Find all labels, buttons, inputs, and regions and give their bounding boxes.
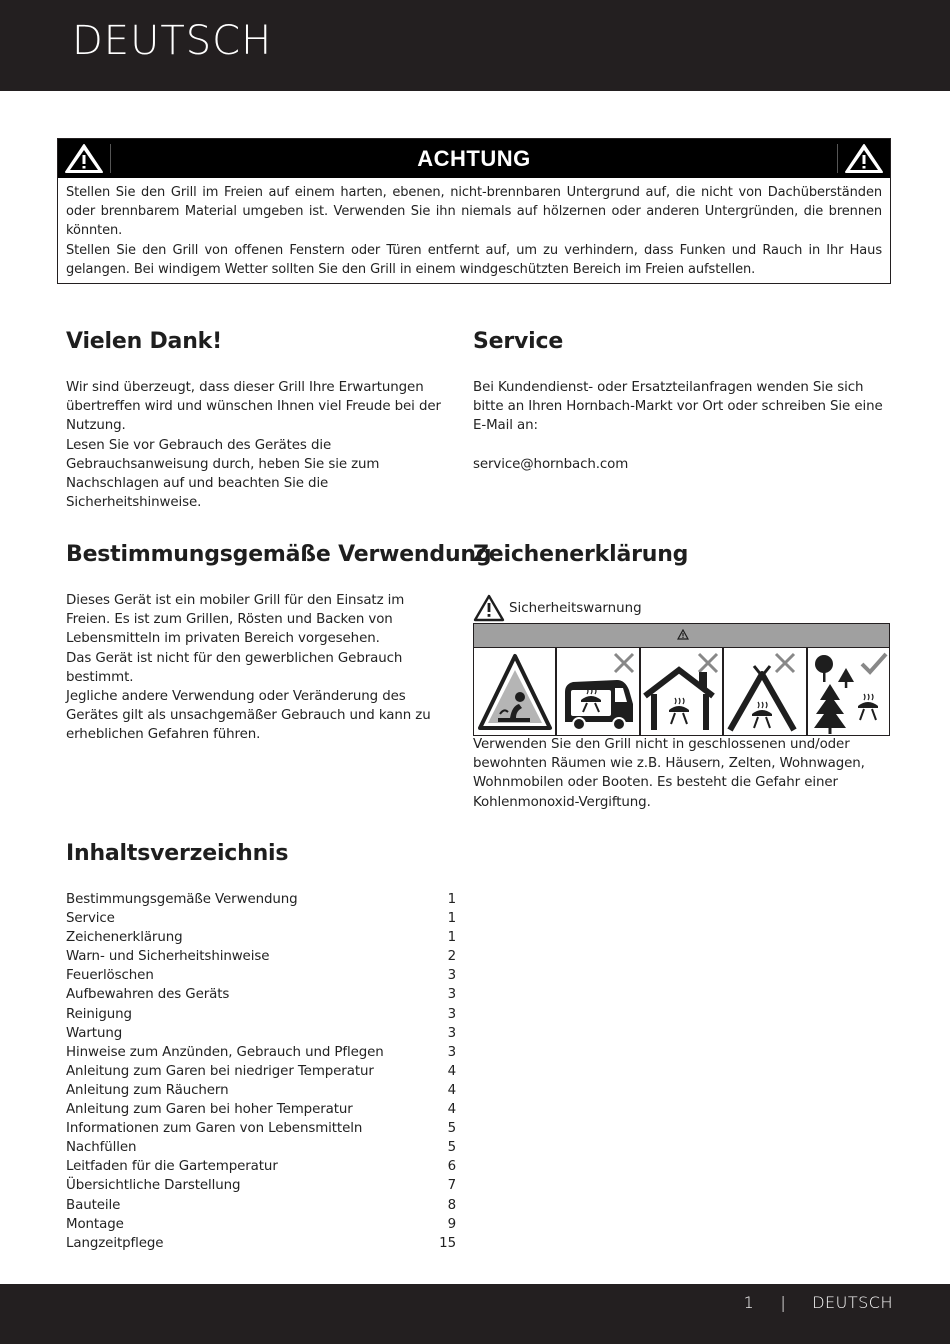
toc-label: Langzeitpflege [66,1235,164,1251]
toc-label: Leitfaden für die Gartemperatur [66,1159,278,1175]
usage-heading: Bestimmungsgemäße Verwendung [66,542,492,567]
toc-label: Montage [66,1216,124,1232]
toc-label: Übersichtliche Darstellung [66,1178,241,1194]
pictogram-co-poisoning [474,648,557,736]
toc-page: 3 [447,1044,456,1060]
toc-label: Informationen zum Garen von Lebensmitteln [66,1121,363,1137]
toc-row[interactable] [66,1234,456,1253]
footer-language: DEUTSCH [812,1293,893,1312]
warning-box [57,138,891,284]
pictogram-strip [473,623,890,736]
toc-row[interactable] [66,1024,456,1043]
footer-page-number: 1 [743,1293,755,1312]
co-poisoning-icon [474,648,557,736]
footer-separator: | [780,1293,787,1312]
toc-page: 1 [447,930,456,946]
toc-page: 3 [447,987,456,1003]
toc-page: 3 [447,1025,456,1041]
toc-page: 9 [447,1216,456,1232]
toc-page: 3 [447,1006,456,1022]
service-paragraph: Bei Kundendienst- oder Ersatzteilanfragen wenden Sie sich bitte an Ihren Hornbach-Markt vor Ort oder schreiben Sie eine E-Mail an: [473,380,883,434]
usage-text [66,591,450,745]
toc-page: 4 [447,1082,456,1098]
pictogram-no-tent [724,648,807,736]
toc-label: Service [66,911,115,927]
warning-text [58,178,890,279]
toc-label: Anleitung zum Räuchern [66,1082,229,1098]
toc-row[interactable] [66,1100,456,1119]
toc-row[interactable] [66,1119,456,1138]
page-footer [0,1284,950,1344]
toc-row[interactable] [66,1157,456,1176]
toc-page: 4 [447,1102,456,1118]
toc-label: Nachfüllen [66,1140,137,1156]
toc-label: Hinweise zum Anzünden, Gebrauch und Pflegen [66,1044,384,1060]
warning-triangle-icon [842,142,886,175]
thanks-text [66,378,458,512]
usage-paragraph: Dieses Gerät ist ein mobiler Grill für den Einsatz im Freien. Es ist zum Grillen, Rösten und Backen von Lebensmitteln im privaten Bereich vorgesehen. [66,593,405,647]
service-email[interactable]: service@hornbach.com [473,456,629,472]
van-icon [557,648,640,736]
thanks-paragraph: Lesen Sie vor Gebrauch des Gerätes die Gebrauchsanweisung durch, heben Sie sie zum Nachschlagen auf und beachten Sie die Sicherheitshinweise. [66,437,380,511]
warning-paragraph: Stellen Sie den Grill von offenen Fenstern oder Türen entfernt auf, um zu verhindern, dass Funken und Rauch in Ihr Haus gelangen. Bei windigem Wetter sollten Sie den Grill in einem windgeschützten Bereich im Freien aufstellen. [66,242,882,277]
toc-row[interactable] [66,909,456,928]
toc-row[interactable] [66,1196,456,1215]
safety-warning-legend [473,594,642,622]
toc-label: Warn- und Sicherheitshinweise [66,949,270,965]
pictogram-header-bar [474,624,889,648]
house-icon [641,648,724,736]
toc-page: 2 [447,949,456,965]
toc-page: 5 [447,1121,456,1137]
toc-page: 3 [447,968,456,984]
tent-icon [724,648,807,736]
toc-page: 8 [447,1197,456,1213]
safety-warning-icon [473,594,505,622]
warning-separator-left [110,144,111,173]
safety-warning-label: Sicherheitswarnung [509,600,642,616]
thanks-heading: Vielen Dank! [66,329,222,354]
toc-label: Anleitung zum Garen bei niedriger Temperatur [66,1063,374,1079]
symbols-caption: Verwenden Sie den Grill nicht in geschlossenen und/oder bewohnten Räumen wie z.B. Häusern, Zelten, Wohnwagen, Wohnmobilen oder Booten. Es besteht die Gefahr einer Kohlenmonoxid-Vergiftung. [473,737,865,810]
header-title: DEUTSCH [72,18,273,64]
toc-row[interactable] [66,1062,456,1081]
pictogram-outdoor-ok [808,648,889,736]
toc-page: 1 [447,892,456,907]
toc-label: Bestimmungsgemäße Verwendung [66,892,298,907]
warning-triangle-icon [62,142,106,175]
toc-heading: Inhaltsverzeichnis [66,841,289,866]
service-heading: Service [473,329,564,354]
toc-label: Bauteile [66,1197,121,1213]
toc-page: 5 [447,1140,456,1156]
outdoor-trees-icon [808,648,891,736]
warning-title: ACHTUNG [417,146,531,171]
symbols-heading: Zeichenerklärung [473,542,689,567]
pictogram-no-van [557,648,640,736]
toc-page: 4 [447,1063,456,1079]
toc-row[interactable] [66,966,456,985]
toc-row[interactable] [66,928,456,947]
toc-row[interactable] [66,1215,456,1234]
pictogram-no-house [641,648,724,736]
toc-row[interactable] [66,1176,456,1195]
usage-paragraph: Das Gerät ist nicht für den gewerblichen Gebrauch bestimmt. [66,650,403,685]
toc-label: Anleitung zum Garen bei hoher Temperatur [66,1102,353,1118]
toc-row[interactable] [66,947,456,966]
warning-separator-right [837,144,838,173]
toc-label: Zeichenerklärung [66,930,183,946]
warning-paragraph: Stellen Sie den Grill im Freien auf einem harten, ebenen, nicht-brennbaren Untergrund auf, die nicht von Dachüberständen oder brennbarem Material umgeben ist. Verwenden Sie ihn niemals auf hölzernen oder anderen Untergründen, die brennen könnten. [66,185,882,239]
toc-row[interactable] [66,985,456,1004]
usage-paragraph: Jegliche andere Verwendung oder Veränderung des Gerätes gilt als unsachgemäßer Gebrauch und kann zu erheblichen Gefahren führen. [66,689,431,743]
toc-page: 1 [447,911,456,927]
toc-page: 6 [447,1159,456,1175]
toc-row[interactable] [66,1081,456,1100]
toc-page: 15 [439,1235,456,1251]
small-warning-icon [677,629,689,640]
toc-page: 7 [447,1178,456,1194]
table-of-contents [66,890,456,1253]
thanks-paragraph: Wir sind überzeugt, dass dieser Grill Ihre Erwartungen übertreffen wird und wünschen Ihnen viel Freude bei der Nutzung. [66,380,441,434]
service-text [473,378,888,474]
toc-label: Feuerlöschen [66,968,154,984]
toc-row[interactable] [66,1043,456,1062]
toc-row[interactable] [66,890,456,909]
toc-label: Wartung [66,1025,123,1041]
toc-row[interactable] [66,1138,456,1157]
warning-header [58,139,890,178]
page-header [0,0,950,91]
toc-label: Aufbewahren des Geräts [66,987,230,1003]
toc-row[interactable] [66,1005,456,1024]
toc-label: Reinigung [66,1006,132,1022]
